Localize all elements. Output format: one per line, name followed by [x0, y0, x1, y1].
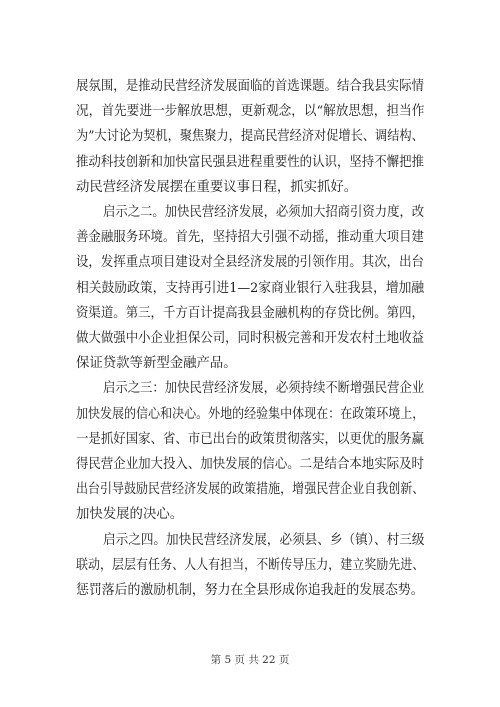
body-line: 展氛围，是推动民营经济发展面临的首选课题。结合我县实际情 [76, 79, 424, 94]
body-line: 联动，层层有任务、人人有担当，不断传导压力，建立奖励先进、 [76, 557, 425, 573]
body-line: 出台引导鼓励民营经济发展的政策措施，增强民营企业自我创新、 [76, 482, 425, 498]
body-line: 惩罚落后的激励机制，努力在全县形成你追我赶的发展态势。 [76, 583, 424, 598]
body-line: 一是抓好国家、省、市已出台的政策贯彻落实，以更优的服务赢 [76, 431, 424, 447]
body-line: 加快发展的信心和决心。外地的经验集中体现在：在政策环境上， [76, 406, 425, 422]
paragraph-first-line: 启示之二。加快民营经济发展，必须加大招商引资力度，改 [103, 205, 425, 220]
body-line: 推动科技创新和加快富民强县进程重要性的认识，坚持不懈把推 [76, 154, 424, 170]
body-line: 加快发展的决心。 [76, 507, 184, 523]
paragraph-first-line: 启示之四。加快民营经济发展，必须县、乡（镇）、村三级 [103, 532, 425, 548]
page-footer [0, 652, 500, 667]
body-line: 设，发挥重点项目建设对全县经济发展的引领作用。其次，出台 [76, 255, 424, 271]
body-line: 况，首先要进一步解放思想，更新观念，以“解放思想，担当作 [76, 104, 425, 120]
body-line: 相关鼓励政策，支持再引进1—2家商业银行入驻我县，增加融 [76, 280, 425, 296]
body-line: 善金融服务环境。首先，坚持招大引强不动摇，推动重大项目建 [76, 230, 424, 246]
body-line: 做大做强中小企业担保公司，同时积极完善和开发农村土地收益 [76, 331, 424, 346]
body-line: 资渠道。第三，千方百计提高我县金融机构的存贷比例。第四， [76, 305, 424, 321]
body-line: 动民营经济发展摆在重要议事日程，抓实抓好。 [76, 179, 358, 195]
paragraph-first-line: 启示之三：加快民营经济发展，必须持续不断增强民营企业 [103, 381, 425, 397]
body-line: 得民营企业加大投入、加快发展的信心。二是结合本地实际及时 [76, 457, 424, 472]
body-line: 为”大讨论为契机，聚焦聚力，提高民营经济对促增长、调结构、 [76, 129, 424, 145]
page-number-label: 第 5 页 共 22 页 [210, 654, 290, 666]
body-line: 保证贷款等新型金融产品。 [76, 356, 237, 372]
